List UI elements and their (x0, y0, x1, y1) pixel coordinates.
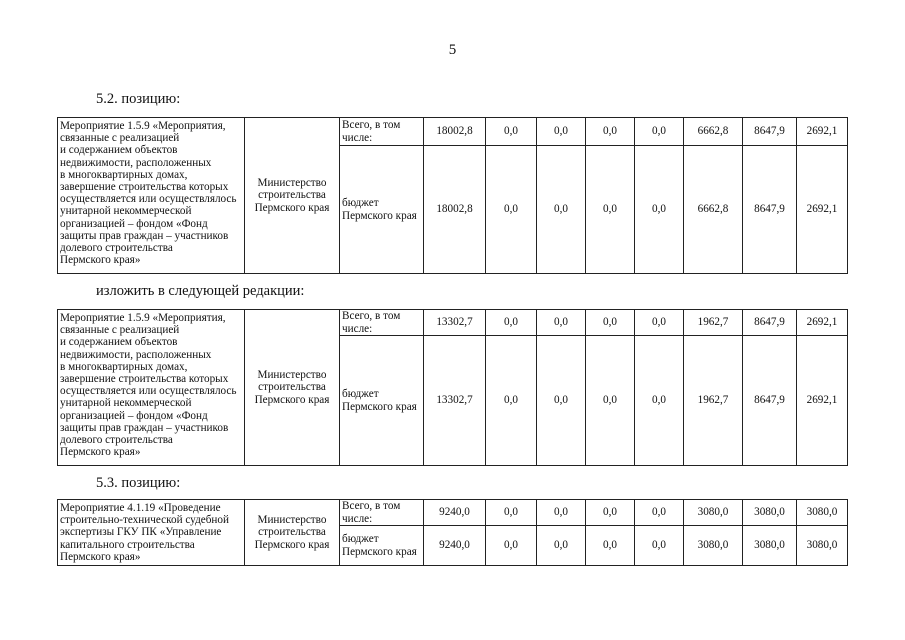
year-amount-cell: 0,0 (635, 146, 684, 274)
year-amount-cell: 3080,0 (797, 526, 848, 566)
year-amount-cell: 0,0 (537, 118, 586, 146)
year-amount-cell: 0,0 (537, 336, 586, 466)
responsible-executor: Министерство строительства Пермского края (245, 310, 340, 466)
year-amount-cell: 0,0 (486, 146, 537, 274)
year-amount-cell: 0,0 (486, 526, 537, 566)
table-position-5-3 (57, 499, 898, 566)
year-amount-cell: 8647,9 (743, 336, 797, 466)
year-amount-cell: 0,0 (486, 118, 537, 146)
year-amount-cell: 0,0 (586, 146, 635, 274)
section-heading-new-edition: изложить в следующей редакции: (96, 283, 305, 299)
year-amount-cell: 2692,1 (797, 118, 848, 146)
table-new-edition (57, 309, 898, 466)
funding-source: Всего, в том числе: (340, 310, 424, 336)
funding-source: бюджет Пермского края (340, 146, 424, 274)
year-amount-cell: 8647,9 (743, 310, 797, 336)
year-amount-cell: 0,0 (537, 146, 586, 274)
year-amount-cell: 8647,9 (743, 146, 797, 274)
year-amount-cell: 0,0 (486, 310, 537, 336)
activity-description (58, 118, 245, 274)
page-number: 5 (448, 42, 457, 58)
total-amount-cell: 13302,7 (424, 336, 486, 466)
year-amount-cell: 0,0 (635, 118, 684, 146)
year-amount-cell: 2692,1 (797, 146, 848, 274)
year-amount-cell: 3080,0 (743, 500, 797, 526)
year-amount-cell: 0,0 (486, 500, 537, 526)
year-amount-cell: 3080,0 (684, 500, 743, 526)
year-amount-cell: 3080,0 (743, 526, 797, 566)
year-amount-cell: 0,0 (586, 310, 635, 336)
responsible-executor: Министерство строительства Пермского края (245, 118, 340, 274)
year-amount-cell: 6662,8 (684, 118, 743, 146)
table-row (58, 310, 898, 336)
responsible-executor: Министерство строительства Пермского края (245, 500, 340, 566)
table-row (58, 500, 898, 526)
year-amount-cell: 0,0 (586, 526, 635, 566)
year-amount-cell: 6662,8 (684, 146, 743, 274)
year-amount-cell: 0,0 (635, 336, 684, 466)
total-amount-cell: 18002,8 (424, 146, 486, 274)
table-position-5-2 (57, 117, 898, 274)
year-amount-cell: 0,0 (537, 526, 586, 566)
year-amount-cell: 2692,1 (797, 336, 848, 466)
funding-source: Всего, в том числе: (340, 118, 424, 146)
year-amount-cell: 1962,7 (684, 310, 743, 336)
year-amount-cell: 8647,9 (743, 118, 797, 146)
section-heading-5-3: 5.3. позицию: (96, 475, 181, 491)
year-amount-cell: 0,0 (635, 526, 684, 566)
funding-source: бюджет Пермского края (340, 526, 424, 566)
total-amount-cell: 9240,0 (424, 526, 486, 566)
year-amount-cell: 0,0 (586, 118, 635, 146)
activity-description (58, 310, 245, 466)
activity-description-text: Мероприятие 1.5.9 «Мероприятия, связанные с реализацией и содержанием объектов недвижимости, расположенных в многоквартирных домах, завершение строительства которых осуществляется или осуществлялось унитарной некоммерческой организацией – фондом «Фонд защиты прав граждан – участников долевого строительства Пермского края» (60, 120, 237, 267)
year-amount-cell: 3080,0 (684, 526, 743, 566)
funding-source: Всего, в том числе: (340, 500, 424, 526)
year-amount-cell: 0,0 (586, 336, 635, 466)
year-amount-cell: 0,0 (486, 336, 537, 466)
funding-source: бюджет Пермского края (340, 336, 424, 466)
year-amount-cell: 0,0 (537, 500, 586, 526)
year-amount-cell: 1962,7 (684, 336, 743, 466)
year-amount-cell: 0,0 (635, 500, 684, 526)
activity-description (58, 500, 245, 566)
activity-description-text: Мероприятие 4.1.19 «Проведение строительно-технической судебной экспертизы ГКУ ПК «Управление капитального строительства Пермского края» (60, 502, 229, 563)
total-amount-cell: 13302,7 (424, 310, 486, 336)
table-row (58, 118, 898, 146)
total-amount-cell: 9240,0 (424, 500, 486, 526)
section-heading-5-2: 5.2. позицию: (96, 91, 181, 107)
total-amount-cell: 18002,8 (424, 118, 486, 146)
year-amount-cell: 0,0 (537, 310, 586, 336)
activity-description-text: Мероприятие 1.5.9 «Мероприятия, связанные с реализацией и содержанием объектов недвижимости, расположенных в многоквартирных домах, завершение строительства которых осуществляется или осуществлялось унитарной некоммерческой организацией – фондом «Фонд защиты прав граждан – участников долевого строительства Пермского края» (60, 312, 237, 459)
year-amount-cell: 0,0 (586, 500, 635, 526)
year-amount-cell: 0,0 (635, 310, 684, 336)
year-amount-cell: 3080,0 (797, 500, 848, 526)
year-amount-cell: 2692,1 (797, 310, 848, 336)
